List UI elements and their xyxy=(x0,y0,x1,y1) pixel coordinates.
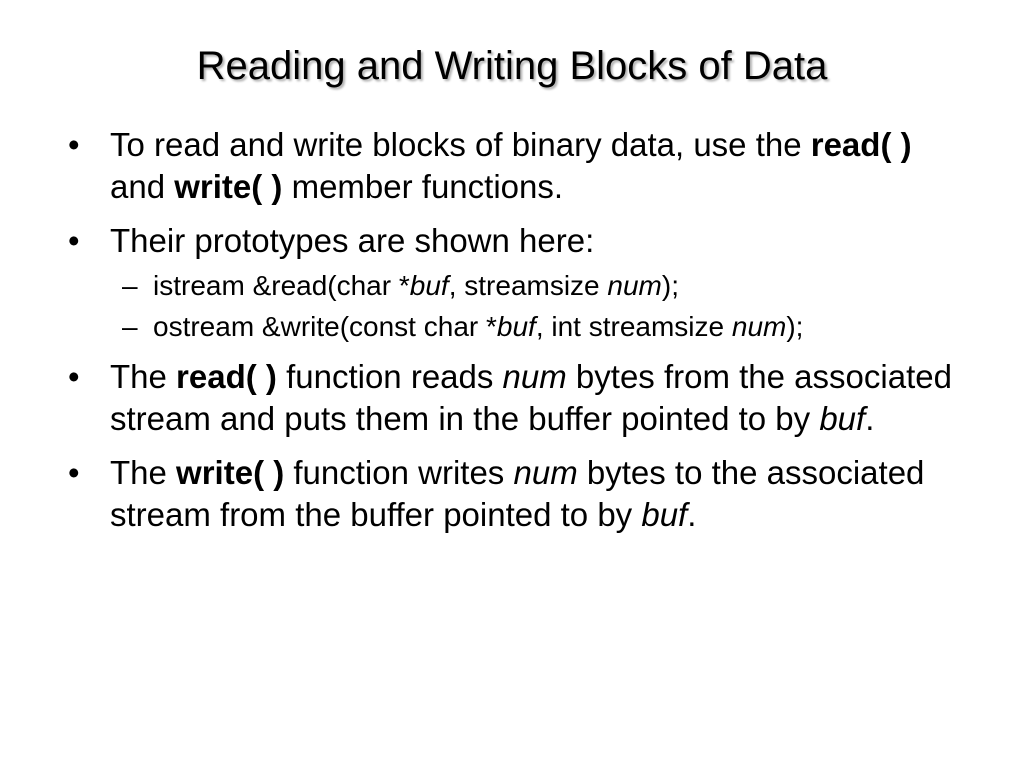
dash-icon: – xyxy=(122,311,138,342)
param-buf: buf xyxy=(641,496,688,533)
bullet-prototypes-intro xyxy=(68,220,968,262)
bullet-text: function writes xyxy=(284,454,514,491)
code-text: , streamsize xyxy=(448,270,608,301)
prototype-write xyxy=(68,309,968,345)
bullet-text: The xyxy=(110,358,177,395)
bullet-read-description xyxy=(68,356,968,440)
bullet-icon: • xyxy=(68,222,80,259)
bullet-text: The xyxy=(110,454,177,491)
param-buf: buf xyxy=(409,270,449,301)
bullet-text: bytes to the associated stream from the buffer pointed to by xyxy=(110,454,925,533)
param-buf: buf xyxy=(819,400,866,437)
bullet-icon: • xyxy=(68,454,80,491)
prototype-read xyxy=(68,268,968,304)
bullet-icon: • xyxy=(68,126,80,163)
dash-icon: – xyxy=(122,270,138,301)
param-buf: buf xyxy=(496,311,536,342)
keyword-write: write( ) xyxy=(176,454,285,491)
param-num: num xyxy=(502,358,567,395)
keyword-read: read( ) xyxy=(176,358,277,395)
bullet-read-write-intro xyxy=(68,124,968,208)
keyword-read: read( ) xyxy=(810,126,912,163)
bullet-text: . xyxy=(865,400,875,437)
bullet-text: . xyxy=(687,496,697,533)
param-num: num xyxy=(731,311,787,342)
code-text: ostream &write(const char * xyxy=(153,311,497,342)
keyword-write: write( ) xyxy=(174,168,283,205)
bullet-text: To read and write blocks of binary data, use the xyxy=(110,126,811,163)
param-num: num xyxy=(607,270,662,301)
bullet-icon: • xyxy=(68,358,80,395)
param-num: num xyxy=(513,454,578,491)
bullet-text: Their prototypes are shown here: xyxy=(110,222,595,259)
bullet-write-description xyxy=(68,452,968,536)
code-text: , int streamsize xyxy=(535,311,732,342)
code-text: istream &read(char * xyxy=(153,270,410,301)
code-text: ); xyxy=(786,311,804,342)
bullet-text: function reads xyxy=(276,358,503,395)
slide-body xyxy=(68,124,968,548)
bullet-text: and xyxy=(110,168,175,205)
code-text: ); xyxy=(661,270,679,301)
bullet-text: member functions. xyxy=(282,168,564,205)
slide-title: Reading and Writing Blocks of Data xyxy=(196,44,828,88)
bullet-text: bytes from the associated stream and puts them in the buffer pointed to by xyxy=(110,358,952,437)
